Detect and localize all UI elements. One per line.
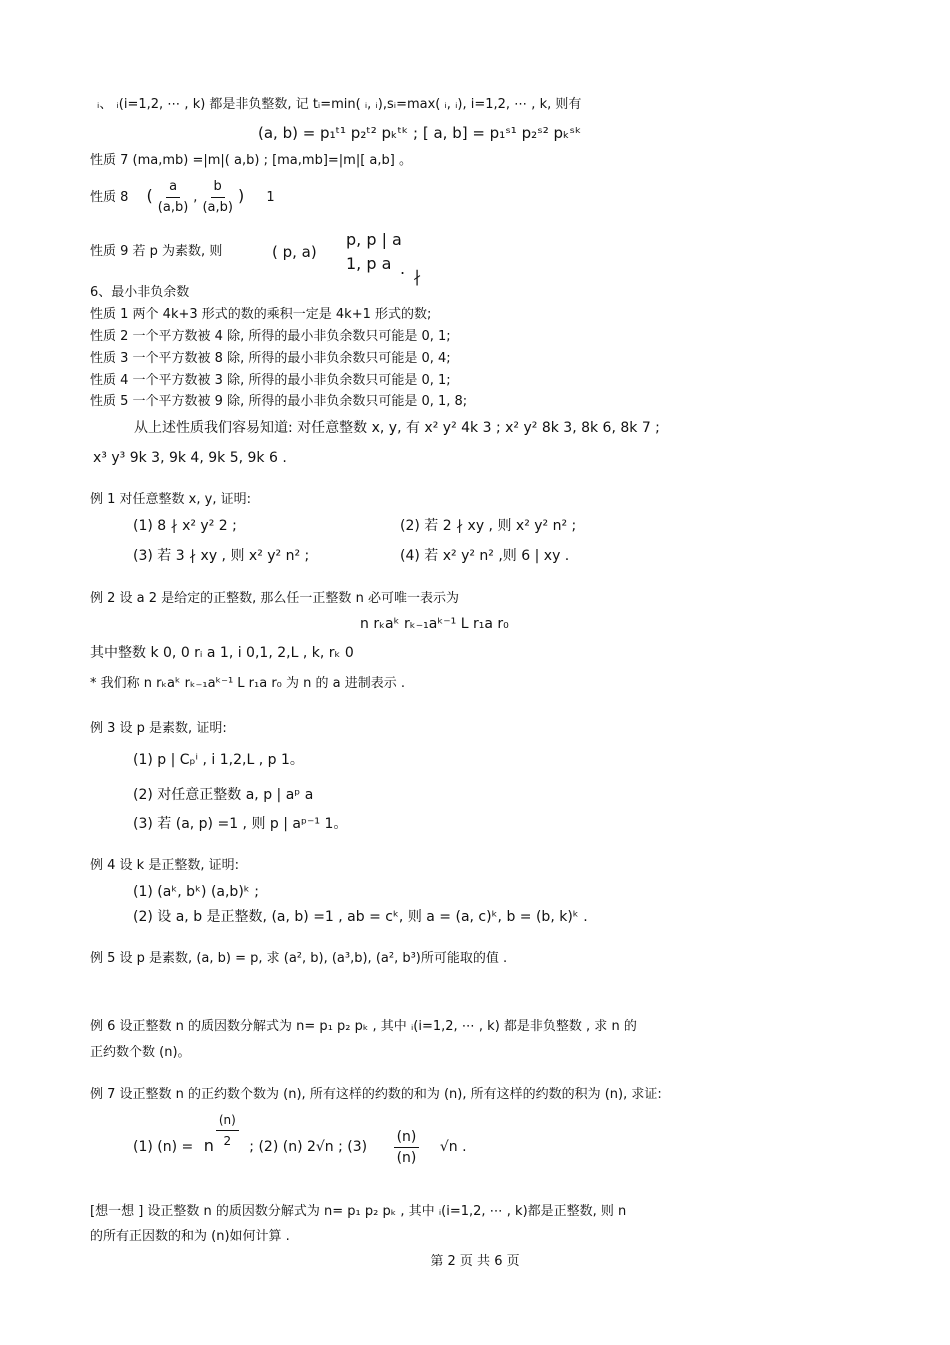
example-3-item-3: (3) 若 (a, p) =1 , 则 p | aᵖ⁻¹ 1。	[133, 816, 348, 832]
property-9-dot: .	[400, 259, 406, 278]
example-7-formulas	[133, 1113, 467, 1177]
fraction-a-den: (a,b)	[157, 200, 189, 215]
property-7: 性质 7 (ma,mb) =|m|( a,b) ; [ma,mb]=|m|[ a,b] 。	[90, 153, 412, 168]
example-7-exponent	[216, 1110, 239, 1151]
exponent-num: (n)	[216, 1110, 239, 1131]
exponent-den: 2	[223, 1134, 232, 1148]
residue-property-1: 性质 1 两个 4k+3 形式的数的乘积一定是 4k+1 形式的数;	[90, 307, 432, 322]
summary-line-2: x³ y³ 9k 3, 9k 4, 9k 5, 9k 6 .	[93, 450, 287, 466]
example-3-title: 例 3 设 p 是素数, 证明:	[90, 721, 227, 736]
residue-property-4: 性质 4 一个平方数被 3 除, 所得的最小非负余数只可能是 0, 1;	[90, 373, 451, 388]
fraction-b-num: b	[211, 177, 225, 198]
example-4-title: 例 4 设 k 是正整数, 证明:	[90, 858, 239, 873]
summary-line-1: 从上述性质我们容易知道: 对任意整数 x, y, 有 x² y² 4k 3 ; x² y² 8k 3, 8k 6, 8k 7 ;	[134, 420, 660, 436]
fraction-a	[155, 177, 192, 218]
fraction-a-num: a	[166, 177, 180, 198]
example-2-formula: n rₖaᵏ rₖ₋₁aᵏ⁻¹ L r₁a r₀	[360, 616, 509, 632]
example-7-part-1-label: (1) (n) =	[133, 1139, 194, 1155]
residue-property-3: 性质 3 一个平方数被 8 除, 所得的最小非负余数只可能是 0, 4;	[90, 351, 451, 366]
page-footer: 第 2 页 共 6 页	[430, 1254, 520, 1269]
property-9-cases	[346, 228, 402, 276]
property-8-label: 性质 8	[90, 190, 129, 205]
example-7-part-2: ; (2) (n) 2√n ; (3)	[249, 1139, 368, 1155]
example-1-item-3: (3) 若 3 ∤ xy , 则 x² y² n² ;	[133, 548, 310, 564]
property-8	[90, 174, 275, 220]
fraction-b-den: (a,b)	[202, 200, 233, 215]
example-7-ratio	[394, 1127, 420, 1168]
residue-property-5: 性质 5 一个平方数被 9 除, 所得的最小非负余数只可能是 0, 1, 8;	[90, 394, 468, 409]
example-3-item-2: (2) 对任意正整数 a, p | aᵖ a	[133, 787, 314, 803]
example-7-base: n	[203, 1136, 214, 1155]
open-paren: (	[146, 186, 153, 205]
prop-intro-line: ᵢ、 ᵢ(i=1,2, ⋯ , k) 都是非负整数, 记 tᵢ=min( ᵢ, ᵢ),sᵢ=max( ᵢ, ᵢ), i=1,2, ⋯ , k, 则有	[97, 97, 582, 112]
case-2: 1, p a	[346, 254, 392, 273]
gcd-lcm-formula: (a, b) = p₁ᵗ¹ p₂ᵗ² pₖᵗᵏ ; [ a, b] = p₁ˢ¹ p₂ˢ² pₖˢᵏ	[258, 124, 582, 142]
section-6-title: 6、最小非负余数	[90, 285, 190, 300]
fraction-b	[199, 177, 236, 218]
example-7-title: 例 7 设正整数 n 的正约数个数为 (n), 所有这样的约数的和为 (n), 所有这样的约数的积为 (n), 求证:	[90, 1087, 662, 1102]
ratio-den: (n)	[396, 1149, 417, 1166]
example-1-title: 例 1 对任意整数 x, y, 证明:	[90, 492, 251, 507]
example-5: 例 5 设 p 是素数, (a, b) = p, 求 (a², b), (a³,b), (a², b³)所可能取的值 .	[90, 951, 508, 966]
example-3-item-1: (1) p | Cₚⁱ , i 1,2,L , p 1。	[133, 752, 304, 768]
residue-property-2: 性质 2 一个平方数被 4 除, 所得的最小非负余数只可能是 0, 1;	[90, 329, 451, 344]
example-7-part-3-rhs: √n .	[439, 1139, 467, 1155]
example-2-conditions: 其中整数 k 0, 0 rᵢ a 1, i 0,1, 2,L , k, rₖ 0	[90, 645, 354, 661]
close-paren: )	[237, 186, 245, 205]
example-4-item-1: (1) (aᵏ, bᵏ) (a,b)ᵏ ;	[133, 884, 259, 900]
example-1-item-1: (1) 8 ∤ x² y² 2 ;	[133, 518, 237, 534]
think-line-1: [想一想 ] 设正整数 n 的质因数分解式为 n= p₁ p₂ pₖ , 其中 ᵢ(i=1,2, ⋯ , k)都是正整数, 则 n	[90, 1204, 627, 1219]
example-1-item-4: (4) 若 x² y² n² ,则 6 | xy .	[400, 548, 570, 564]
example-2-title: 例 2 设 a 2 是给定的正整数, 那么任一正整数 n 必可唯一表示为	[90, 591, 459, 606]
property-9-lhs: ( p, a)	[272, 243, 317, 261]
example-6-line-2: 正约数个数 (n)。	[90, 1045, 191, 1060]
example-2-note: * 我们称 n rₖaᵏ rₖ₋₁aᵏ⁻¹ L r₁a r₀ 为 n 的 a 进制表示 .	[90, 676, 406, 691]
property-9-label: 性质 9 若 p 为素数, 则	[90, 244, 223, 259]
ratio-num: (n)	[394, 1127, 420, 1148]
example-1-item-2: (2) 若 2 ∤ xy , 则 x² y² n² ;	[400, 518, 577, 534]
example-4-item-2: (2) 设 a, b 是正整数, (a, b) =1 , ab = cᵏ, 则 a = (a, c)ᵏ, b = (b, k)ᵏ .	[133, 909, 588, 925]
case-1: p, p | a	[346, 230, 402, 249]
not-divide-symbol: ∤	[413, 267, 421, 286]
property-8-rhs: 1	[266, 190, 275, 205]
example-6-line-1: 例 6 设正整数 n 的质因数分解式为 n= p₁ p₂ pₖ , 其中 ᵢ(i=1,2, ⋯ , k) 都是非负整数 , 求 n 的	[90, 1019, 637, 1034]
think-line-2: 的所有正因数的和为 (n)如何计算 .	[90, 1229, 290, 1244]
comma: ,	[193, 190, 198, 205]
